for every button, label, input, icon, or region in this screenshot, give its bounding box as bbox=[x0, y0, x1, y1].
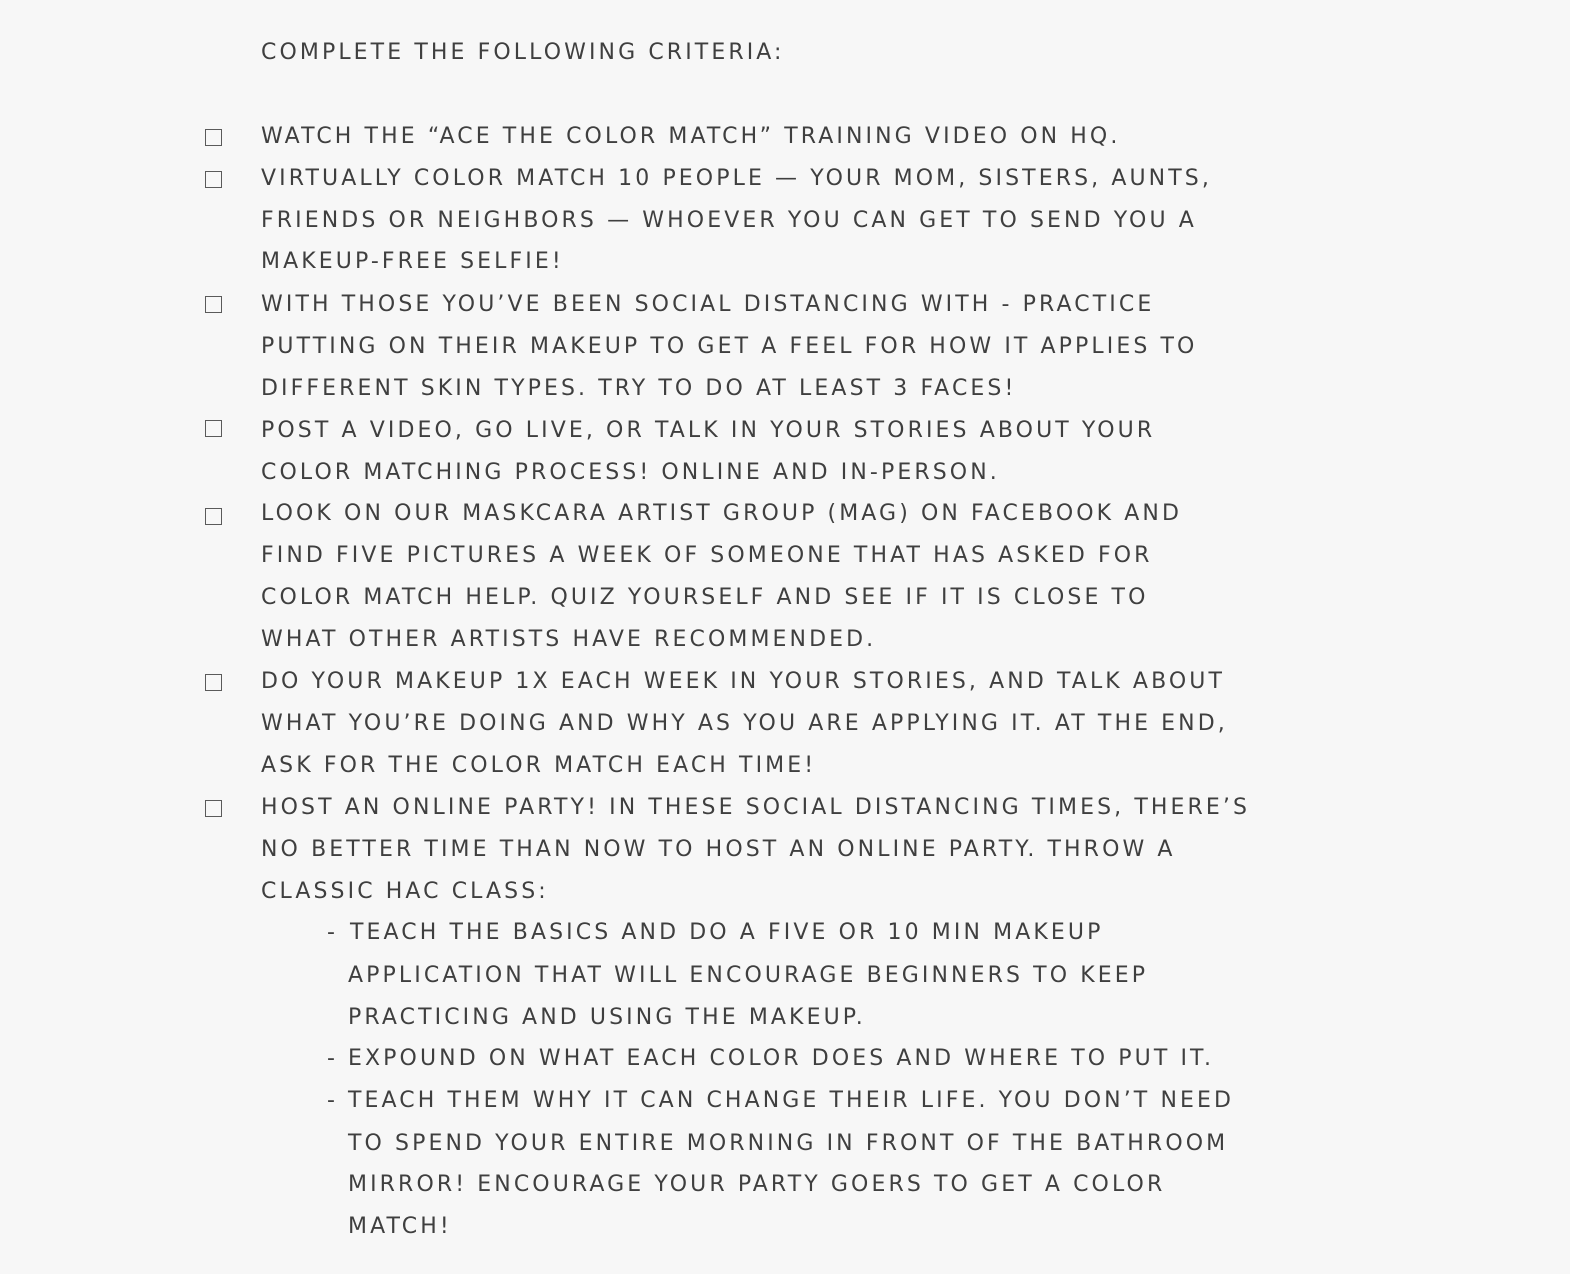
item-6-line-3: ASK FOR THE COLOR MATCH EACH TIME! bbox=[261, 753, 817, 778]
item-2-line-3: MAKEUP-FREE SELFIE! bbox=[261, 249, 564, 274]
checkbox-item-4[interactable] bbox=[205, 420, 222, 437]
sub-item-3-line-2: TO SPEND YOUR ENTIRE MORNING IN FRONT OF THE BATHROOM bbox=[348, 1131, 1229, 1156]
sub-item-1-line-2: APPLICATION THAT WILL ENCOURAGE BEGINNERS TO KEEP bbox=[348, 963, 1149, 988]
page-heading: COMPLETE THE FOLLOWING CRITERIA: bbox=[261, 40, 785, 65]
item-5-line-3: COLOR MATCH HELP. QUIZ YOURSELF AND SEE IF IT IS CLOSE TO bbox=[261, 585, 1149, 610]
item-7-line-1: HOST AN ONLINE PARTY! IN THESE SOCIAL DISTANCING TIMES, THERE’S bbox=[261, 795, 1251, 820]
item-5-line-1: LOOK ON OUR MASKCARA ARTIST GROUP (MAG) ON FACEBOOK AND bbox=[261, 501, 1183, 526]
sub-item-2-dash: - bbox=[327, 1046, 335, 1071]
item-2-line-2: FRIENDS OR NEIGHBORS — WHOEVER YOU CAN GET TO SEND YOU A bbox=[261, 208, 1197, 233]
item-3-line-3: DIFFERENT SKIN TYPES. TRY TO DO AT LEAST 3 FACES! bbox=[261, 376, 1017, 401]
item-2-line-1: VIRTUALLY COLOR MATCH 10 PEOPLE — YOUR MOM, SISTERS, AUNTS, bbox=[261, 166, 1212, 191]
checkbox-item-6[interactable] bbox=[205, 674, 222, 691]
sub-item-1-dash: - bbox=[327, 920, 335, 945]
item-4-line-2: COLOR MATCHING PROCESS! ONLINE AND IN-PERSON. bbox=[261, 460, 1000, 485]
sub-item-3-dash: - bbox=[327, 1088, 335, 1113]
item-5-line-4: WHAT OTHER ARTISTS HAVE RECOMMENDED. bbox=[261, 627, 877, 652]
sub-item-2-line-1: EXPOUND ON WHAT EACH COLOR DOES AND WHERE TO PUT IT. bbox=[348, 1046, 1215, 1071]
checkbox-item-2[interactable] bbox=[205, 171, 222, 188]
sub-item-1-line-1: TEACH THE BASICS AND DO A FIVE OR 10 MIN MAKEUP bbox=[350, 920, 1104, 945]
sub-item-3-line-1: TEACH THEM WHY IT CAN CHANGE THEIR LIFE. YOU DON’T NEED bbox=[348, 1088, 1235, 1113]
item-5-line-2: FIND FIVE PICTURES A WEEK OF SOMEONE THAT HAS ASKED FOR bbox=[261, 543, 1153, 568]
item-7-line-3: CLASSIC HAC CLASS: bbox=[261, 879, 549, 904]
checkbox-item-1[interactable] bbox=[205, 129, 222, 146]
checkbox-item-7[interactable] bbox=[205, 800, 222, 817]
item-4-line-1: POST A VIDEO, GO LIVE, OR TALK IN YOUR STORIES ABOUT YOUR bbox=[261, 418, 1156, 443]
checkbox-item-5[interactable] bbox=[205, 508, 222, 525]
item-1-line-1: WATCH THE “ACE THE COLOR MATCH” TRAINING VIDEO ON HQ. bbox=[261, 124, 1121, 149]
item-3-line-1: WITH THOSE YOU’VE BEEN SOCIAL DISTANCING WITH - PRACTICE bbox=[261, 292, 1155, 317]
item-3-line-2: PUTTING ON THEIR MAKEUP TO GET A FEEL FOR HOW IT APPLIES TO bbox=[261, 334, 1198, 359]
sub-item-3-line-4: MATCH! bbox=[348, 1214, 452, 1239]
item-7-line-2: NO BETTER TIME THAN NOW TO HOST AN ONLINE PARTY. THROW A bbox=[261, 837, 1176, 862]
sub-item-3-line-3: MIRROR! ENCOURAGE YOUR PARTY GOERS TO GET A COLOR bbox=[348, 1172, 1166, 1197]
item-6-line-1: DO YOUR MAKEUP 1X EACH WEEK IN YOUR STORIES, AND TALK ABOUT bbox=[261, 669, 1226, 694]
checkbox-item-3[interactable] bbox=[205, 296, 222, 313]
sub-item-1-line-3: PRACTICING AND USING THE MAKEUP. bbox=[348, 1005, 866, 1030]
item-6-line-2: WHAT YOU’RE DOING AND WHY AS YOU ARE APPLYING IT. AT THE END, bbox=[261, 711, 1228, 736]
